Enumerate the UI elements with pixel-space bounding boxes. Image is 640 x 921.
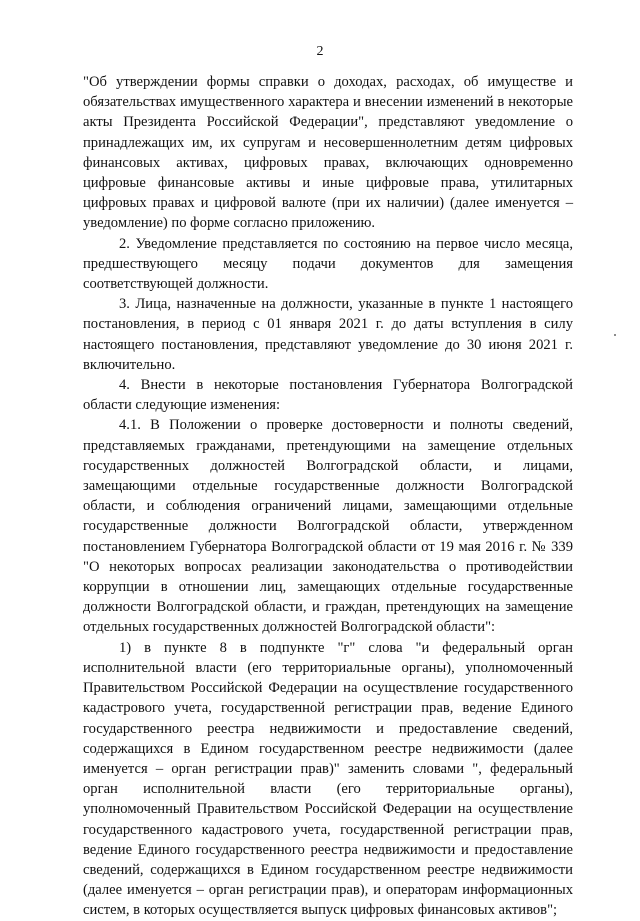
paragraph-3: 3. Лица, назначенные на должности, указанные в пункте 1 настоящего постановления, в период с 01 января 2021 г. до даты вступления в силу настоящего постановления, представляют уведомление до 30 июня 2021 г. включительно. (83, 296, 573, 373)
paragraph-2: 2. Уведомление представляется по состоянию на первое число месяца, предшествующего месяцу подачи документов для замещения соответствующей должности. (83, 235, 573, 293)
scan-speck (614, 334, 616, 336)
document-body (83, 72, 573, 921)
paragraph-intro-continuation: "Об утверждении формы справки о доходах, расходах, об имуществе и обязательствах имущественного характера и внесении изменений в некоторые акты Президента Российской Федерации", представляют уведомление о принадлежащих им, их супругам и несовершеннолетним детям цифровых финансовых активах, цифровых правах, включающих одновременно цифровые финансовые активы и иные цифровые права, утилитарных цифровых правах и цифровой валюте (при их наличии) (далее именуется – уведомление) по форме согласно приложению. (83, 74, 573, 232)
paragraph-4-1: 4.1. В Положении о проверке достоверности и полноты сведений, представляемых гражданами, претендующими на замещение отдельных государственных должностей Волгоградской области, и лицами, замещающими отдельные государственные должности Волгоградской области, и соблюдения ограничений лицами, замещающими отдельные государственные должности Волгоградской области, утвержденном постановлением Губернатора Волгоградской области от 19 мая 2016 г. № 339 "О некоторых вопросах реализации законодательства о противодействии коррупции в отношении лиц, замещающих отдельные государственные должности Волгоградской области, и граждан, претендующих на замещение отдельных государственных должностей Волгоградской области": (83, 417, 573, 636)
paragraph-4-1-item-1: 1) в пункте 8 в подпункте "г" слова "и федеральный орган исполнительной власти (его территориальные органы), уполномоченный Правительством Российской Федерации на осуществление государственного кадастрового учета, государственной регистрации прав, ведение Единого государственного реестра недвижимости и предоставление сведений, содержащихся в Едином государственном реестре недвижимости (далее именуется – орган регистрации прав)" заменить словами ", федеральный орган исполнительной власти (его территориальные органы), уполномоченный Правительством Российской Федерации на осуществление государственного кадастрового учета, государственной регистрации прав, ведение Единого государственного реестра недвижимости и предоставление сведений, содержащихся в Едином государственном реестре недвижимости (далее именуется – орган регистрации прав), и операторам информационных систем, в которых осуществляется выпуск цифровых финансовых активов"; (83, 639, 573, 919)
paragraph-4: 4. Внести в некоторые постановления Губернатора Волгоградской области следующие изменения: (83, 377, 573, 414)
page-number: 2 (316, 44, 324, 59)
